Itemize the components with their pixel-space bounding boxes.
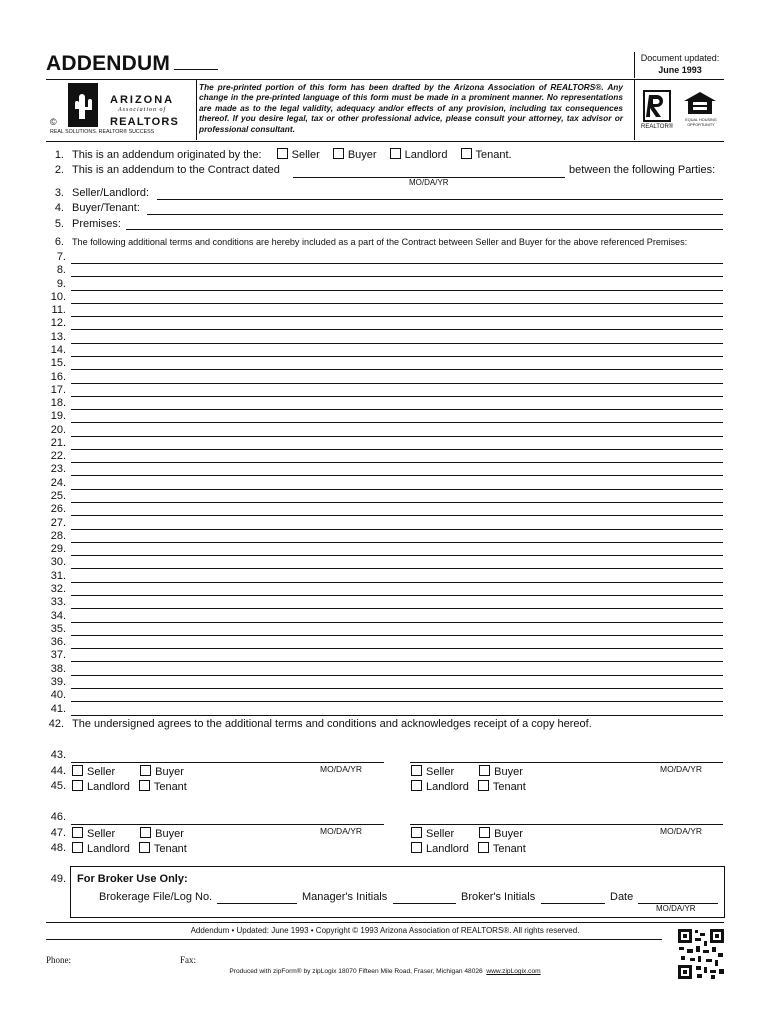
seller-landlord-field[interactable]: [157, 199, 723, 200]
sig3-tenant-checkbox[interactable]: [139, 842, 150, 853]
additional-terms-line[interactable]: [71, 462, 723, 463]
line-3: 3. Seller/Landlord:: [54, 187, 150, 199]
line-number: 23.: [50, 463, 66, 476]
page-title: ADDENDUM: [46, 52, 218, 76]
sig3-row-a: Seller Buyer: [66, 827, 184, 841]
additional-terms-line[interactable]: [71, 263, 723, 264]
additional-terms-line[interactable]: [71, 475, 723, 476]
line-number: 17.: [50, 383, 66, 396]
brokerage-file-label: Brokerage File/Log No.: [99, 891, 213, 903]
line-44-number: 44.: [50, 765, 66, 777]
contract-date-hint: MO/DA/YR: [409, 178, 449, 187]
line-number: 40.: [50, 689, 66, 702]
sig2-seller-checkbox[interactable]: [411, 765, 422, 776]
line-number: 26.: [50, 503, 66, 516]
sig4-tenant-checkbox[interactable]: [478, 842, 489, 853]
line-number: 34.: [50, 609, 66, 622]
logo-association: Association of: [118, 107, 167, 113]
additional-terms-line[interactable]: [71, 356, 723, 357]
line-number: 8.: [56, 264, 66, 277]
line-48-number: 48.: [50, 842, 66, 854]
line-2: 2. This is an addendum to the Contract dated: [54, 164, 280, 176]
broker-date-label: Date: [610, 891, 634, 903]
line-number: 36.: [50, 636, 66, 649]
footer-bottom-rule: [46, 939, 662, 940]
additional-terms-line[interactable]: [71, 542, 723, 543]
line-6: 6. The following additional terms and conditions are hereby included as a part of the Contract between Seller and Buyer for the above referenced Premises:: [54, 236, 688, 248]
signature-1-date-hint: MO/DA/YR: [320, 764, 363, 774]
signature-2-field[interactable]: [410, 762, 723, 763]
line-number: 33.: [50, 596, 66, 609]
additional-terms-line[interactable]: [71, 383, 723, 384]
additional-terms-line[interactable]: [71, 290, 723, 291]
logo-copyright: ©: [50, 117, 57, 127]
disclaimer-text: The pre-printed portion of this form has been drafted by the Arizona Association of REALTORS®. Any change in the pre-printed language of this form must be made in a prominent manner. No representations are made as to the legal validity, adequacy and/or effects of any provision, including tax consequences thereof. If you desire legal, tax or other professional advice, please consult your attorney, tax advisor or professional consultant.: [199, 82, 623, 134]
line-number: 39.: [50, 675, 66, 688]
footer-top-rule: [46, 922, 724, 923]
eho-label: EQUAL HOUSING OPPORTUNITY: [685, 118, 717, 127]
line-number: 16.: [50, 370, 66, 383]
arizona-realtors-logo: [46, 79, 197, 140]
line-number: 12.: [50, 317, 66, 330]
line-number: 14.: [50, 343, 66, 356]
originator-buyer-checkbox[interactable]: [333, 148, 344, 159]
document-updated-box: [634, 52, 725, 78]
signature-2-date-hint: MO/DA/YR: [660, 764, 703, 774]
line-number: 38.: [50, 662, 66, 675]
line-number: 7.: [56, 251, 66, 263]
additional-terms-line[interactable]: [71, 529, 723, 530]
premises-field[interactable]: [126, 229, 723, 230]
additional-terms-line[interactable]: [71, 568, 723, 569]
signature-1-field[interactable]: [71, 762, 384, 763]
line-number: 35.: [50, 622, 66, 635]
sig3-seller-checkbox[interactable]: [72, 827, 83, 838]
additional-terms-line[interactable]: [71, 489, 723, 490]
line-number: 25.: [50, 490, 66, 503]
line-47-number: 47.: [50, 827, 66, 839]
additional-terms-line[interactable]: [71, 661, 723, 662]
manager-initials-label: Manager's Initials: [302, 891, 388, 903]
sig2-row-a: Seller Buyer: [405, 765, 523, 779]
sig4-row-a: Seller Buyer: [405, 827, 523, 841]
fax-label: Fax:: [180, 955, 197, 965]
sig4-row-b: Landlord Tenant: [405, 842, 526, 856]
line-number: 30.: [50, 556, 66, 569]
additional-terms-line[interactable]: [71, 555, 723, 556]
logo-realtors: REALTORS: [110, 116, 180, 128]
sig1-row-a: Seller Buyer: [66, 765, 184, 779]
sig2-landlord-checkbox[interactable]: [411, 780, 422, 791]
broker-initials-field[interactable]: [541, 903, 605, 904]
broker-date-hint: MO/DA/YR: [656, 904, 696, 913]
additional-terms-line[interactable]: [71, 688, 723, 689]
line-46-number: 46.: [50, 811, 66, 823]
line-number: 41.: [50, 702, 66, 715]
line-number: 21.: [50, 436, 66, 449]
logo-arizona: ARIZONA: [110, 94, 175, 106]
addendum-number-blank[interactable]: [174, 69, 218, 70]
line-4: 4. Buyer/Tenant:: [54, 202, 140, 214]
additional-terms-line[interactable]: [71, 303, 723, 304]
signature-3-field[interactable]: [71, 824, 384, 825]
footer-copyright: Addendum • Updated: June 1993 • Copyright © 1993 Arizona Association of REALTORS®. All rights reserved.: [190, 926, 580, 935]
realtor-marks: [634, 79, 725, 140]
realtor-r-icon: [642, 89, 674, 129]
additional-terms-line[interactable]: [71, 329, 723, 330]
additional-terms-line[interactable]: [71, 648, 723, 649]
line-number: 31.: [50, 569, 66, 582]
additional-terms-line[interactable]: [71, 436, 723, 437]
equal-housing-icon: [683, 91, 717, 115]
sig1-tenant-checkbox[interactable]: [139, 780, 150, 791]
produced-with: Produced with zipForm® by zipLogix 18070 Fifteen Mile Road, Fraser, Michigan 48026 www.zipLogix.com: [229, 968, 541, 975]
line-number: 10.: [50, 290, 66, 303]
originator-seller-checkbox[interactable]: [277, 148, 288, 159]
phone-label: Phone:: [46, 955, 72, 965]
buyer-tenant-field[interactable]: [147, 214, 723, 215]
additional-terms-line[interactable]: [71, 608, 723, 609]
sig4-landlord-checkbox[interactable]: [411, 842, 422, 853]
broker-initials-label: Broker's Initials: [461, 891, 536, 903]
ziplogix-link[interactable]: www.zipLogix.com: [486, 968, 541, 975]
additional-terms-line[interactable]: [71, 582, 723, 583]
line-number: 37.: [50, 649, 66, 662]
additional-terms-line[interactable]: [71, 715, 723, 716]
originator-tenant-checkbox[interactable]: [461, 148, 472, 159]
manager-initials-field[interactable]: [393, 903, 456, 904]
additional-terms-line[interactable]: [71, 409, 723, 410]
originator-landlord-checkbox[interactable]: [390, 148, 401, 159]
line-45-number: 45.: [50, 780, 66, 792]
sig4-buyer-checkbox[interactable]: [479, 827, 490, 838]
additional-terms-line[interactable]: [71, 449, 723, 450]
line-number: 18.: [50, 397, 66, 410]
additional-terms-line[interactable]: [71, 635, 723, 636]
line-number: 27.: [50, 516, 66, 529]
line-5: 5. Premises:: [54, 218, 121, 230]
line-number: 9.: [56, 277, 66, 290]
additional-terms-line[interactable]: [71, 701, 723, 702]
additional-terms-line[interactable]: [71, 502, 723, 503]
logo-tagline: REAL SOLUTIONS. REALTOR® SUCCESS: [50, 129, 155, 135]
sig3-row-b: Landlord Tenant: [66, 842, 187, 856]
sig3-landlord-checkbox[interactable]: [72, 842, 83, 853]
line-number: 24.: [50, 476, 66, 489]
line-number: 28.: [50, 529, 66, 542]
sig1-row-b: Landlord Tenant: [66, 780, 187, 794]
sig2-row-b: Landlord Tenant: [405, 780, 526, 794]
sig3-buyer-checkbox[interactable]: [140, 827, 151, 838]
line-2-end: between the following Parties:: [569, 164, 716, 176]
qr-code-icon: [678, 929, 724, 979]
signature-3-date-hint: MO/DA/YR: [320, 826, 363, 836]
sig4-seller-checkbox[interactable]: [411, 827, 422, 838]
sig2-tenant-checkbox[interactable]: [478, 780, 489, 791]
sig2-buyer-checkbox[interactable]: [479, 765, 490, 776]
line-number: 11.: [51, 304, 66, 317]
sig1-landlord-checkbox[interactable]: [72, 780, 83, 791]
line-number: 15.: [50, 357, 66, 370]
line-43-number: 43.: [50, 749, 66, 761]
line-number: 20.: [50, 423, 66, 436]
line-42: 42. The undersigned agrees to the additional terms and conditions and acknowledges receipt of a copy hereof.: [48, 718, 592, 730]
document-updated-date: June 1993: [658, 65, 702, 75]
line-49-number: 49.: [50, 873, 66, 885]
additional-terms-line[interactable]: [71, 316, 723, 317]
additional-terms-line[interactable]: [71, 396, 723, 397]
additional-terms-line[interactable]: [71, 276, 723, 277]
additional-terms-line[interactable]: [71, 422, 723, 423]
document-updated-label: Document updated:: [640, 53, 720, 63]
additional-terms-line[interactable]: [71, 343, 723, 344]
line-number: 19.: [50, 410, 66, 423]
realtor-mark-label: REALTOR®: [641, 124, 674, 130]
line-1: 1. This is an addendum originated by the: Seller Buyer Landlord Tenant.: [54, 149, 512, 161]
line-number: 29.: [50, 543, 66, 556]
brokerage-file-field[interactable]: [217, 903, 297, 904]
signature-4-date-hint: MO/DA/YR: [660, 826, 703, 836]
line-number: 22.: [50, 450, 66, 463]
additional-terms-line[interactable]: [71, 622, 723, 623]
line-number: 13.: [50, 330, 66, 343]
additional-terms-line[interactable]: [71, 675, 723, 676]
line-number: 32.: [50, 583, 66, 595]
sig1-seller-checkbox[interactable]: [72, 765, 83, 776]
additional-terms-line[interactable]: [71, 595, 723, 596]
broker-use-title: For Broker Use Only:: [77, 873, 188, 885]
additional-terms-line[interactable]: [71, 369, 723, 370]
signature-4-field[interactable]: [410, 824, 723, 825]
additional-terms-line[interactable]: [71, 515, 723, 516]
sig1-buyer-checkbox[interactable]: [140, 765, 151, 776]
